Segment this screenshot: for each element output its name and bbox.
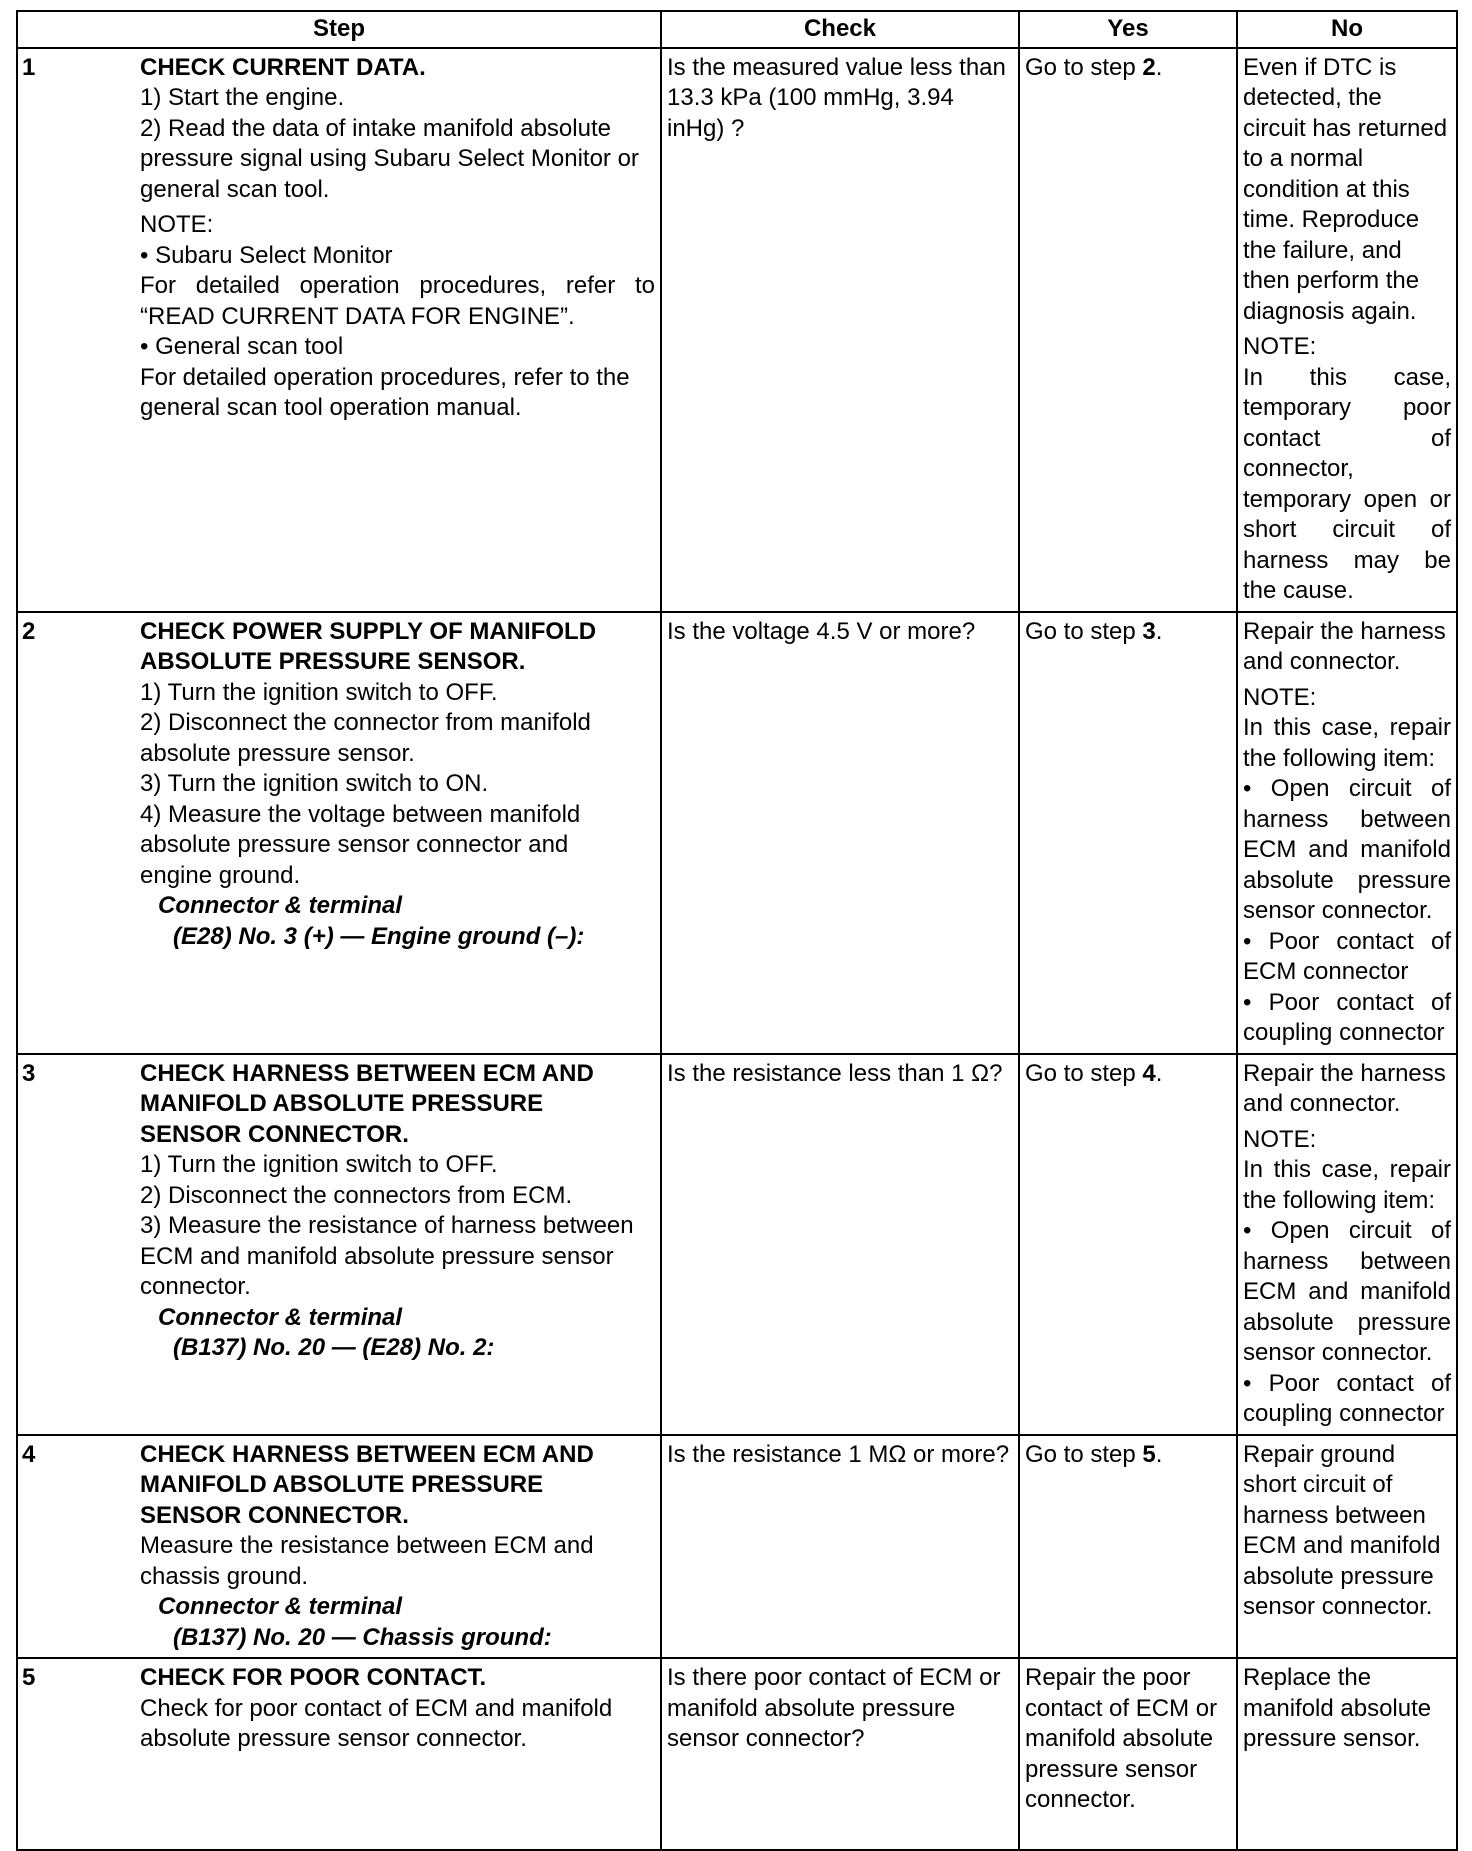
no-text: In this case, repair the following item:	[1243, 1156, 1451, 1214]
yes-prefix: Go to step	[1025, 617, 1143, 645]
note-label: NOTE:	[1243, 1125, 1317, 1153]
step-title: CHECK POWER SUPPLY OF MANIFOLD ABSOLUTE PRESSURE SENSOR.	[140, 617, 597, 675]
yes-step-number: 4	[1142, 1059, 1156, 1087]
no-cell	[1237, 1658, 1457, 1850]
no-text: Even if DTC is detected, the circuit has returned to a normal condition at this time. Reproduce the failure, and then perform the diagnosis again.	[1243, 53, 1448, 325]
step-instruction: 2) Read the data of intake manifold absolute pressure signal using Subaru Select Monitor or general scan tool.	[140, 114, 639, 203]
no-cell	[1237, 48, 1457, 612]
no-text: In this case, repair the following item:	[1243, 714, 1451, 772]
yes-cell	[1019, 48, 1237, 612]
yes-suffix: .	[1155, 1059, 1163, 1087]
yes-step-number: 5	[1142, 1440, 1156, 1468]
step-cell	[17, 1658, 661, 1850]
table-row	[17, 1435, 1457, 1659]
step-cell	[17, 1435, 661, 1659]
yes-suffix: .	[1155, 617, 1163, 645]
check-cell: Is there poor contact of ECM or manifold absolute pressure sensor connector?	[661, 1658, 1019, 1850]
step-body	[140, 1663, 655, 1755]
step-title: CHECK FOR POOR CONTACT.	[140, 1664, 487, 1691]
note-label: NOTE:	[140, 211, 214, 238]
check-cell: Is the voltage 4.5 V or more?	[661, 612, 1019, 1054]
step-title: CHECK HARNESS BETWEEN ECM AND MANIFOLD ABSOLUTE PRESSURE SENSOR CONNECTOR.	[140, 1059, 594, 1148]
no-text: Repair the harness and connector.	[1243, 617, 1446, 675]
no-text: • Poor contact of coupling connector	[1243, 1369, 1451, 1427]
step-number: 5	[22, 1664, 36, 1691]
step-instruction: 3) Turn the ignition switch to ON.	[140, 770, 489, 797]
step-title: CHECK HARNESS BETWEEN ECM AND MANIFOLD ABSOLUTE PRESSURE SENSOR CONNECTOR.	[140, 1440, 594, 1529]
no-cell	[1237, 612, 1457, 1054]
yes-cell	[1019, 1054, 1237, 1435]
yes-suffix: .	[1155, 53, 1163, 81]
note-label: NOTE:	[1243, 683, 1317, 711]
note-item: For detailed operation procedures, refer to the general scan tool operation manual.	[140, 363, 630, 421]
connector-label: Connector & terminal	[158, 1303, 403, 1331]
table-row	[17, 1658, 1457, 1850]
connector-value: (B137) No. 20 — Chassis ground:	[173, 1623, 552, 1651]
step-cell	[17, 612, 661, 1054]
no-text: Repair ground short circuit of harness between ECM and manifold absolute pressure sensor connector.	[1243, 1440, 1441, 1620]
header-check: Check	[661, 11, 1019, 48]
step-instruction: 3) Measure the resistance of harness between ECM and manifold absolute pressure sensor connector.	[140, 1212, 634, 1300]
yes-prefix: Go to step	[1025, 53, 1143, 81]
step-number: 2	[22, 617, 36, 645]
step-instruction: 2) Disconnect the connector from manifold absolute pressure sensor.	[140, 709, 591, 767]
table-header-row	[17, 11, 1457, 48]
no-text: • Open circuit of harness between ECM and manifold absolute pressure sensor connector.	[1243, 775, 1451, 924]
step-cell	[17, 1054, 661, 1435]
check-cell: Is the resistance 1 MΩ or more?	[661, 1435, 1019, 1659]
yes-suffix: .	[1155, 1440, 1163, 1468]
header-yes: Yes	[1019, 11, 1237, 48]
note-label: NOTE:	[1243, 333, 1317, 360]
yes-cell: Repair the poor contact of ECM or manifold absolute pressure sensor connector.	[1019, 1658, 1237, 1850]
step-instruction: 1) Turn the ignition switch to OFF.	[140, 678, 498, 706]
step-body	[140, 53, 655, 424]
yes-prefix: Go to step	[1025, 1059, 1143, 1087]
check-cell: Is the measured value less than 13.3 kPa (100 mmHg, 3.94 inHg) ?	[661, 48, 1019, 612]
yes-step-number: 2	[1142, 53, 1156, 81]
table-row	[17, 1054, 1457, 1435]
step-instruction: 4) Measure the voltage between manifold absolute pressure sensor connector and engine ground.	[140, 800, 581, 889]
step-body	[140, 1440, 655, 1654]
note-item: For detailed operation procedures, refer to “READ CURRENT DATA FOR ENGINE”.	[140, 272, 655, 330]
yes-cell	[1019, 612, 1237, 1054]
table-row	[17, 612, 1457, 1054]
header-no: No	[1237, 11, 1457, 48]
no-cell	[1237, 1435, 1457, 1659]
no-text: • Poor contact of ECM connector	[1243, 927, 1451, 985]
no-text: Replace the manifold absolute pressure sensor.	[1243, 1664, 1432, 1752]
step-instruction: 2) Disconnect the connectors from ECM.	[140, 1181, 573, 1209]
no-text: • Poor contact of coupling connector	[1243, 988, 1451, 1046]
no-text: In this case, temporary poor contact of connector, temporary open or short circuit of harness may be the cause.	[1243, 363, 1451, 604]
step-cell	[17, 48, 661, 612]
step-number: 4	[22, 1440, 36, 1468]
yes-cell	[1019, 1435, 1237, 1659]
yes-step-number: 3	[1142, 617, 1156, 645]
note-item: • General scan tool	[140, 333, 344, 360]
note-item: • Subaru Select Monitor	[140, 241, 393, 269]
step-instruction: 1) Turn the ignition switch to OFF.	[140, 1151, 498, 1178]
step-body	[140, 1059, 655, 1364]
step-instruction: Check for poor contact of ECM and manifold absolute pressure sensor connector.	[140, 1694, 613, 1752]
step-body	[140, 617, 655, 953]
step-instruction: Measure the resistance between ECM and chassis ground.	[140, 1532, 594, 1590]
diagnostic-table	[16, 10, 1458, 1851]
step-instruction: 1) Start the engine.	[140, 84, 345, 111]
check-cell: Is the resistance less than 1 Ω?	[661, 1054, 1019, 1435]
step-number: 3	[22, 1059, 36, 1087]
connector-value: (B137) No. 20 — (E28) No. 2:	[173, 1334, 495, 1361]
step-title: CHECK CURRENT DATA.	[140, 53, 426, 81]
no-text: Repair the harness and connector.	[1243, 1059, 1446, 1117]
no-cell	[1237, 1054, 1457, 1435]
step-number: 1	[22, 53, 36, 81]
yes-prefix: Go to step	[1025, 1440, 1143, 1468]
connector-value: (E28) No. 3 (+) — Engine ground (–):	[173, 922, 585, 950]
no-text: • Open circuit of harness between ECM and manifold absolute pressure sensor connector.	[1243, 1217, 1451, 1366]
table-row	[17, 48, 1457, 612]
connector-label: Connector & terminal	[158, 1593, 403, 1620]
header-step: Step	[17, 11, 661, 48]
connector-label: Connector & terminal	[158, 892, 403, 919]
